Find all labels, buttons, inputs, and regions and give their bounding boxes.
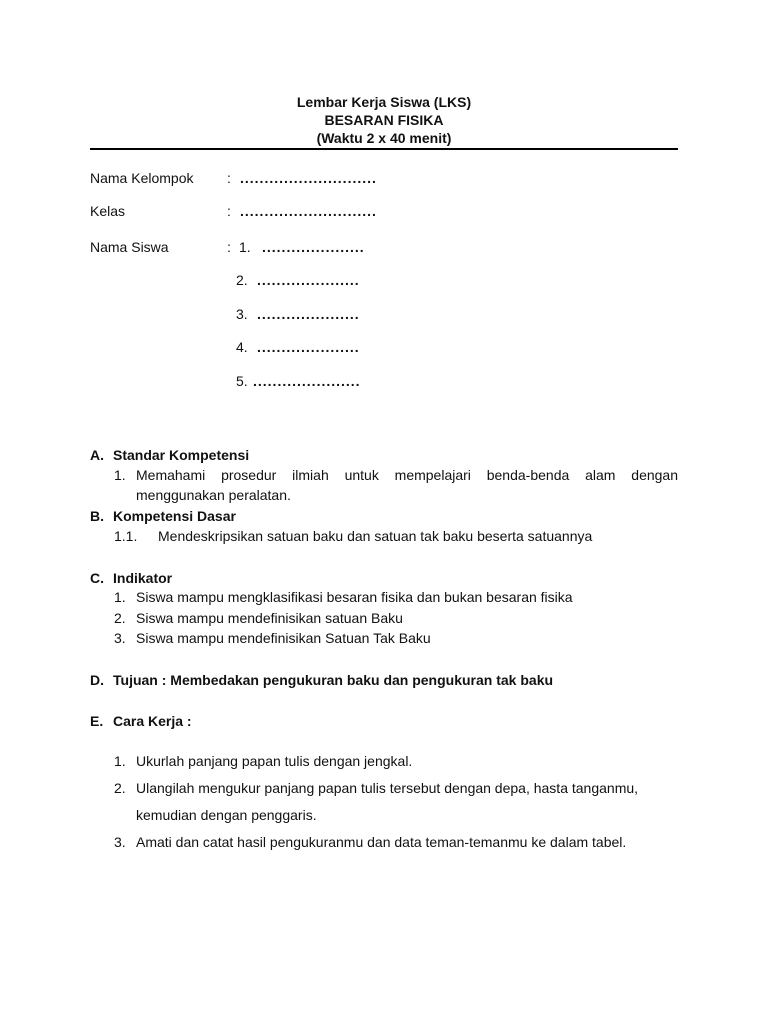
list-text: Siswa mampu mendefinisikan satuan Baku bbox=[136, 610, 403, 626]
student-name-field[interactable]: ..................... bbox=[262, 239, 365, 255]
list-text: Mendeskripsikan satuan baku dan satuan tak baku beserta satuannya bbox=[158, 528, 593, 544]
list-number: 3. bbox=[114, 834, 126, 850]
group-name-field[interactable]: ............................ bbox=[240, 170, 377, 186]
section-e-heading bbox=[90, 713, 192, 729]
section-a-heading bbox=[90, 447, 249, 463]
list-number: 2. bbox=[114, 780, 126, 796]
class-field[interactable]: ............................ bbox=[240, 203, 377, 219]
class-colon: : bbox=[227, 203, 231, 219]
section-letter: C. bbox=[90, 570, 104, 586]
section-title: Standar Kompetensi bbox=[113, 447, 250, 463]
student-number: 1. bbox=[239, 239, 251, 255]
worksheet-subject: BESARAN FISIKA bbox=[324, 112, 444, 128]
worksheet-title: Lembar Kerja Siswa (LKS) bbox=[296, 94, 472, 110]
section-title: Kompetensi Dasar bbox=[113, 508, 236, 524]
list-number: 1. bbox=[114, 467, 126, 483]
header-divider bbox=[90, 148, 678, 150]
section-title: Tujuan : Membedakan pengukuran baku dan pengukuran tak baku bbox=[113, 672, 554, 688]
list-text: Siswa mampu mendefinisikan Satuan Tak Baku bbox=[136, 630, 431, 646]
list-number: 1. bbox=[114, 753, 126, 769]
student-name-colon: : bbox=[227, 239, 231, 255]
student-number: 4. bbox=[236, 339, 248, 355]
list-number: 1. bbox=[114, 589, 126, 605]
list-text: Memahami prosedur ilmiah untuk mempelajari benda-benda alam dengan bbox=[136, 467, 678, 483]
list-number: 3. bbox=[114, 630, 126, 646]
section-title: Cara Kerja : bbox=[113, 713, 192, 729]
section-d-heading bbox=[90, 672, 553, 688]
student-name-field[interactable]: ..................... bbox=[257, 339, 360, 355]
student-name-field[interactable]: ...................... bbox=[253, 373, 361, 389]
list-text: Ukurlah panjang papan tulis dengan jengkal. bbox=[136, 753, 413, 769]
student-name-field[interactable]: ..................... bbox=[257, 306, 360, 322]
class-label: Kelas bbox=[90, 203, 126, 219]
list-text: kemudian dengan penggaris. bbox=[136, 807, 317, 823]
section-b-heading bbox=[90, 508, 236, 524]
section-letter: B. bbox=[90, 508, 104, 524]
section-title: Indikator bbox=[113, 570, 173, 586]
worksheet-duration: (Waktu 2 x 40 menit) bbox=[316, 130, 452, 146]
student-name-label: Nama Siswa bbox=[90, 239, 169, 255]
section-c-heading bbox=[90, 570, 172, 586]
section-letter: D. bbox=[90, 672, 104, 688]
group-name-label: Nama Kelompok bbox=[90, 170, 194, 186]
student-name-field[interactable]: ..................... bbox=[257, 272, 360, 288]
list-text: Amati dan catat hasil pengukuranmu dan data teman-temanmu ke dalam tabel. bbox=[136, 834, 627, 850]
student-number: 5. bbox=[236, 373, 248, 389]
list-number: 2. bbox=[114, 610, 126, 626]
student-number: 2. bbox=[236, 272, 248, 288]
list-number: 1.1. bbox=[114, 528, 138, 544]
section-letter: E. bbox=[90, 713, 104, 729]
list-text: menggunakan peralatan. bbox=[136, 487, 291, 503]
section-letter: A. bbox=[90, 447, 104, 463]
group-name-colon: : bbox=[227, 170, 231, 186]
student-number: 3. bbox=[236, 306, 248, 322]
list-text: Siswa mampu mengklasifikasi besaran fisika dan bukan besaran fisika bbox=[136, 589, 573, 605]
list-text: Ulangilah mengukur panjang papan tulis tersebut dengan depa, hasta tanganmu, bbox=[136, 780, 639, 796]
